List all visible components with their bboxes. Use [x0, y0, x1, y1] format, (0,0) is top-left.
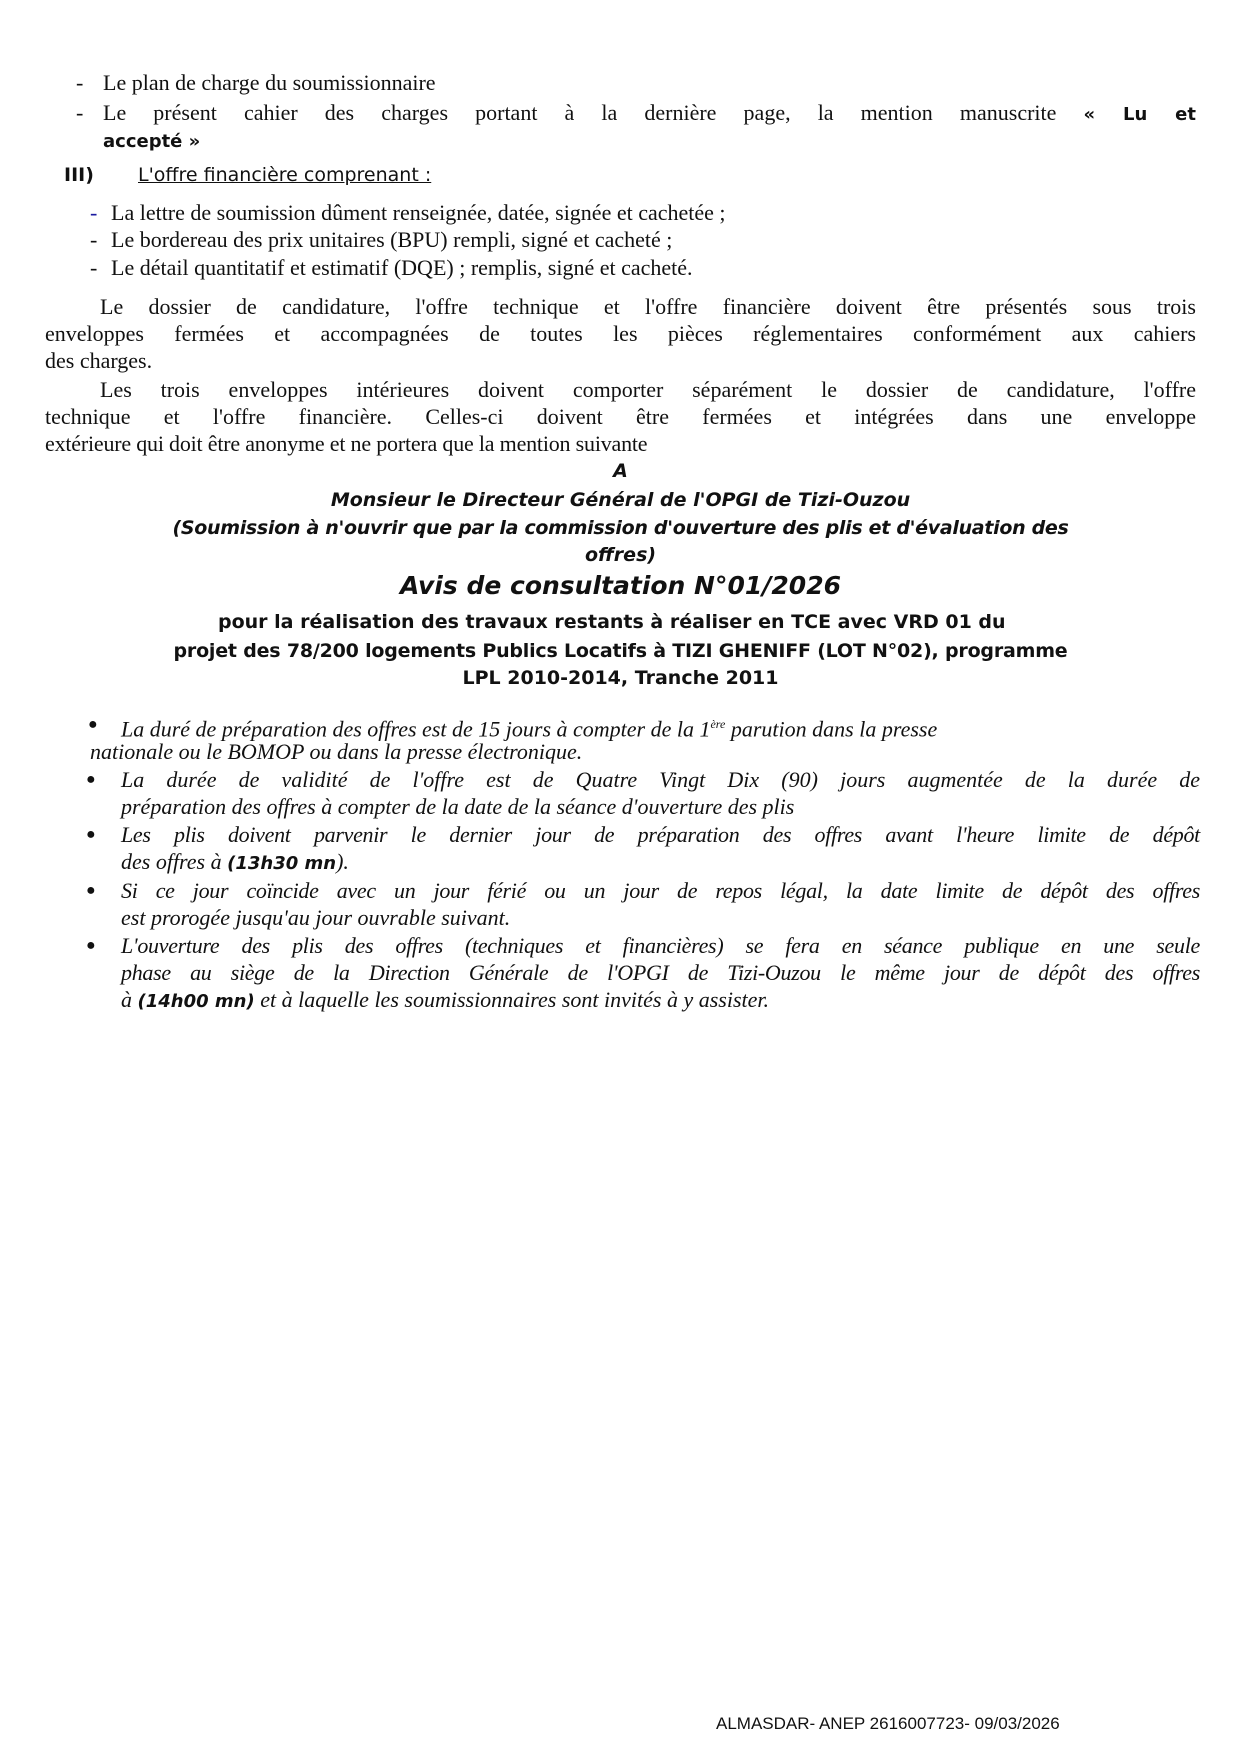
- condition-item: Si ce jour coïncide avec un jour férié ou un jour de repos légal, la date limite de dépôt des offres: [121, 878, 1200, 903]
- footer-reference: ALMASDAR- ANEP 2616007723- 09/03/2026: [716, 1714, 1060, 1733]
- bullet-icon: ●: [86, 937, 96, 954]
- condition-item-cont: [121, 986, 769, 1015]
- bullet-icon: ●: [88, 716, 98, 733]
- condition-text: des offres à: [121, 849, 228, 874]
- paragraph-line: Le dossier de candidature, l'offre technique et l'offre financière doivent être présentés sous trois: [100, 294, 1196, 319]
- section-number: III): [64, 164, 94, 186]
- address-a: A: [613, 460, 628, 482]
- paragraph-line: des charges.: [45, 348, 153, 373]
- condition-text: et à laquelle les soumissionnaires sont invités à y assister.: [254, 987, 770, 1012]
- bullet-icon: ●: [86, 882, 96, 899]
- object-line: LPL 2010-2014, Tranche 2011: [462, 667, 779, 689]
- dash-bullet: -: [90, 200, 98, 225]
- condition-text: La duré de préparation des offres est de 15 jours à compter de la 1: [121, 716, 711, 742]
- dash-bullet: -: [76, 70, 84, 95]
- list-item: Le bordereau des prix unitaires (BPU) rempli, signé et cacheté ;: [111, 227, 673, 252]
- condition-text: parution dans la presse: [725, 716, 938, 742]
- list-item: La lettre de soumission dûment renseignée, datée, signée et cachetée ;: [111, 200, 726, 225]
- condition-item-cont: phase au siège de la Direction Générale de l'OPGI de Tizi-Ouzou le même jour de dépôt des offres: [121, 960, 1200, 985]
- section-title: L'offre financière comprenant :: [138, 164, 432, 186]
- condition-item-cont: [121, 848, 349, 877]
- dash-bullet: -: [90, 227, 98, 252]
- opening-time: (14h00 mn): [137, 991, 255, 1012]
- dash-bullet: -: [76, 100, 84, 125]
- list-item-continuation: [103, 126, 200, 155]
- condition-item-cont: nationale ou le BOMOP ou dans la presse électronique.: [90, 739, 583, 764]
- recipient: Monsieur le Directeur Général de l'OPGI de Tizi-Ouzou: [330, 489, 911, 511]
- bullet-icon: ●: [86, 826, 96, 843]
- condition-item: L'ouverture des plis des offres (techniques et financières) se fera en séance publique en une seule: [121, 933, 1200, 958]
- condition-item: La durée de validité de l'offre est de Quatre Vingt Dix (90) jours augmentée de la durée de: [121, 767, 1200, 792]
- condition-item-cont: est prorogée jusqu'au jour ouvrable suivant.: [121, 905, 511, 930]
- paragraph-line: enveloppes fermées et accompagnées de toutes les pièces réglementaires conformément aux cahiers: [45, 321, 1196, 346]
- condition-item-cont: préparation des offres à compter de la date de la séance d'ouverture des plis: [121, 794, 795, 819]
- deadline-time: (13h30 mn: [227, 853, 337, 874]
- condition-text: ).: [336, 849, 349, 874]
- bullet-icon: ●: [86, 771, 96, 788]
- bold-mention: accepté »: [103, 131, 201, 152]
- superscript: ère: [710, 717, 726, 731]
- object-line: projet des 78/200 logements Publics Locatifs à TIZI GHENIFF (LOT N°02), programme: [173, 640, 1068, 662]
- notice-title: Avis de consultation N°01/2026: [400, 571, 841, 600]
- paragraph-line: technique et l'offre financière. Celles-ci doivent être fermées et intégrées dans une enveloppe: [45, 404, 1196, 429]
- list-item: Le plan de charge du soumissionnaire: [103, 70, 436, 95]
- object-line: pour la réalisation des travaux restants à réaliser en TCE avec VRD 01 du: [218, 611, 1006, 633]
- paragraph-line: extérieure qui doit être anonyme et ne portera que la mention suivante: [45, 431, 648, 456]
- paragraph-line: Les trois enveloppes intérieures doivent comporter séparément le dossier de candidature, l'offre: [100, 377, 1196, 402]
- dash-bullet: -: [90, 255, 98, 280]
- submission-note: (Soumission à n'ouvrir que par la commission d'ouverture des plis et d'évaluation des: [172, 517, 1069, 539]
- condition-text: à: [121, 987, 138, 1012]
- condition-item: Les plis doivent parvenir le dernier jour de préparation des offres avant l'heure limite de dépôt: [121, 822, 1200, 847]
- list-item-text: Le présent cahier des charges portant à la dernière page, la mention manuscrite: [103, 100, 1057, 125]
- list-item: [103, 99, 1196, 128]
- list-item: Le détail quantitatif et estimatif (DQE) ; remplis, signé et cacheté.: [111, 255, 693, 280]
- submission-note-cont: offres): [584, 544, 657, 566]
- bold-mention: « Lu et: [1083, 104, 1196, 125]
